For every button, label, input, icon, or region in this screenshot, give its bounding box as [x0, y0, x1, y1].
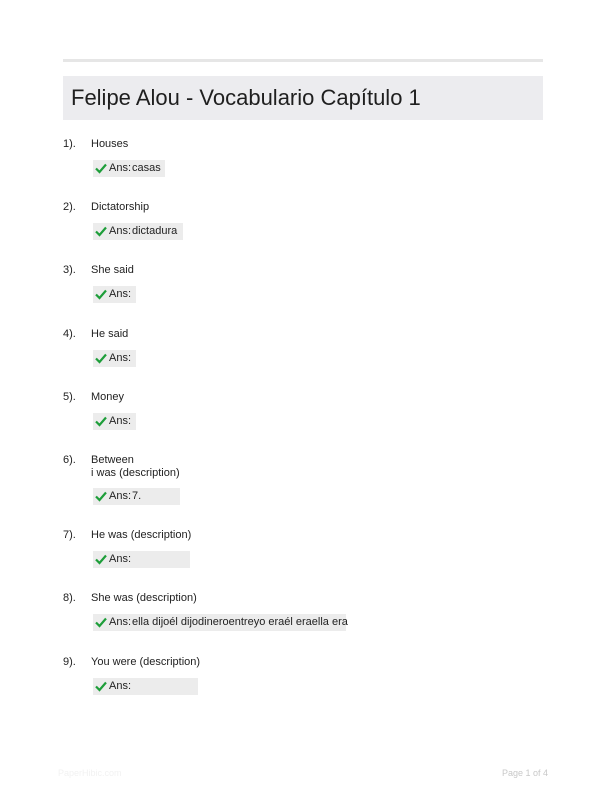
checkmark-icon	[95, 681, 107, 692]
question-number: 1).	[63, 138, 76, 150]
answer-box	[93, 160, 165, 177]
answer-label: Ans:	[109, 553, 132, 565]
checkmark-icon	[95, 617, 107, 628]
question-number: 8).	[63, 592, 76, 604]
title-bar	[63, 76, 543, 120]
checkmark-icon	[95, 491, 107, 502]
answer-value: 7.	[132, 490, 142, 502]
answer-label: Ans:	[109, 616, 132, 628]
checkmark-icon	[95, 226, 107, 237]
answer-box	[93, 286, 136, 303]
answer-box	[93, 551, 190, 568]
question-number: 6).	[63, 454, 76, 466]
answer-box	[93, 614, 346, 631]
question-text: Dictatorship	[91, 201, 150, 213]
question-text: Between i was (description)	[91, 454, 180, 479]
question-number: 3).	[63, 264, 76, 276]
checkmark-icon	[95, 289, 107, 300]
question-number: 9).	[63, 656, 76, 668]
question-number: 7).	[63, 529, 76, 541]
answer-label: Ans:	[109, 680, 132, 692]
answer-label: Ans:	[109, 415, 132, 427]
question-text: Houses	[91, 138, 129, 150]
answer-value: dictadura	[132, 225, 178, 237]
checkmark-icon	[95, 353, 107, 364]
question-text: She was (description)	[91, 592, 197, 604]
answer-box	[93, 413, 136, 430]
checkmark-icon	[95, 416, 107, 427]
question-text: Money	[91, 391, 125, 403]
answer-label: Ans:	[109, 225, 132, 237]
answer-box	[93, 488, 180, 505]
answer-box	[93, 223, 183, 240]
top-rule	[63, 59, 543, 62]
answer-box	[93, 678, 198, 695]
footer-page-number: Page 1 of 4	[502, 768, 549, 778]
checkmark-icon	[95, 163, 107, 174]
question-number: 4).	[63, 328, 76, 340]
question-number: 5).	[63, 391, 76, 403]
question-text: She said	[91, 264, 134, 276]
answer-label: Ans:	[109, 288, 132, 300]
answer-label: Ans:	[109, 490, 132, 502]
answer-value: casas	[132, 162, 161, 174]
footer-site: PaperHibic.com	[58, 768, 122, 778]
checkmark-icon	[95, 554, 107, 565]
answer-box	[93, 350, 136, 367]
question-text: He said	[91, 328, 129, 340]
answer-value: ella dijoél dijodineroentreyo eraél eraella era	[132, 616, 348, 628]
answer-label: Ans:	[109, 352, 132, 364]
question-number: 2).	[63, 201, 76, 213]
page-title: Felipe Alou - Vocabulario Capítulo 1	[71, 85, 421, 110]
question-text: He was (description)	[91, 529, 192, 541]
answer-label: Ans:	[109, 162, 132, 174]
question-text: You were (description)	[91, 656, 201, 668]
